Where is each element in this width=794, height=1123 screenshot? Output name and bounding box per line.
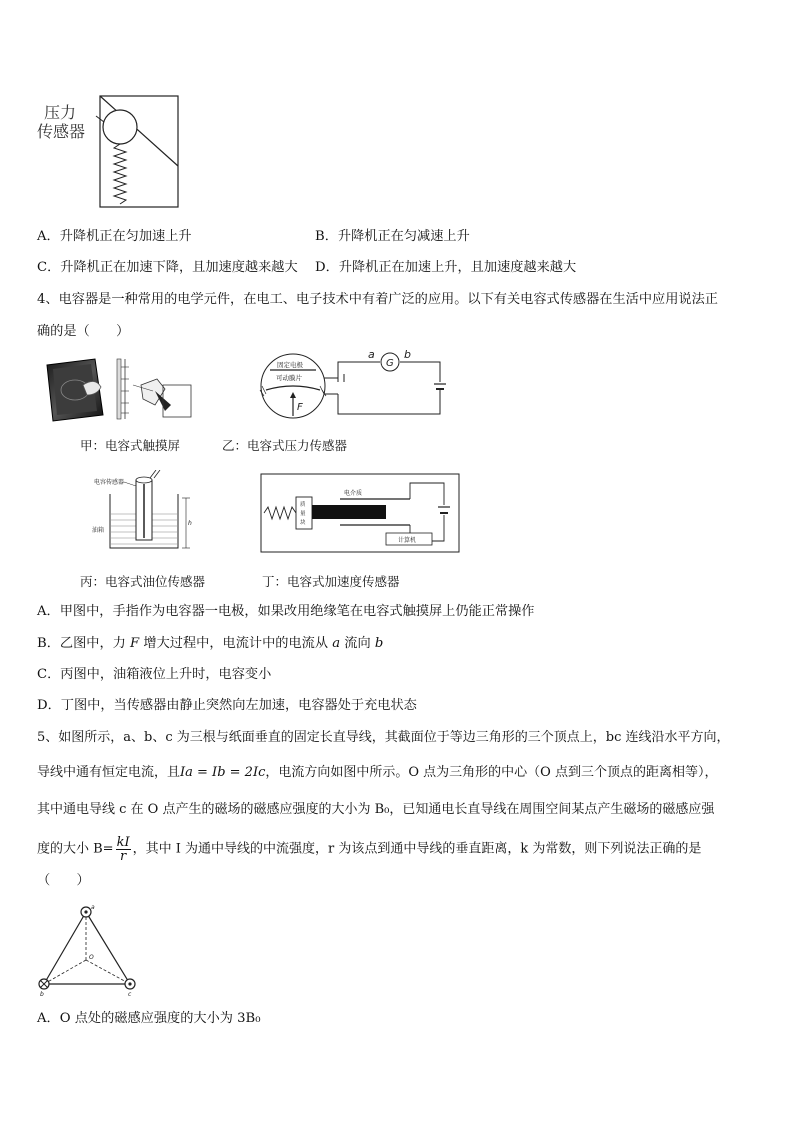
q5-line3: 其中通电导线 c 在 O 点产生的磁场的磁感应强度的大小为 B₀，已知通电长直导线在周围空间某点产生磁场的磁感应强: [37, 802, 715, 817]
q3-option-b: B．升降机正在匀减速上升: [315, 229, 470, 244]
q4-option-d: D．丁图中，当传感器由静止突然向左加速，电容器处于充电状态: [37, 698, 417, 713]
q5-fraction-denominator: r: [119, 849, 127, 864]
q3-option-d: D．升降机正在加速上升，且加速度越来越大: [315, 260, 577, 275]
q4-option-b-a: a: [332, 636, 341, 651]
q3-pressure-sensor-figure: [90, 94, 184, 210]
q4-option-a: A．甲图中，手指作为电容器一电极，如果改用绝缘笔在电容式触摸屏上仍能正常操作: [37, 604, 535, 619]
q5-line4: [37, 836, 701, 863]
q4-option-b-mid: 增大过程中，电流计中的电流从: [143, 636, 329, 651]
q4-bing-h-label: h: [188, 520, 192, 527]
q5-wire-b-in-icon: [39, 979, 49, 989]
q5-label-b: b: [40, 991, 44, 998]
q5-current-formula: Ia = Ib = 2Ic: [180, 765, 266, 780]
q4-ding-dielectric-label: 电介质: [344, 490, 363, 497]
q5-line1: 5、如图所示，a、b、c 为三根与纸面垂直的固定长直导线，其截面位于等边三角形的三个顶点上，bc 连线沿水平方向，: [37, 730, 730, 745]
q4-option-b-post: 流向: [344, 636, 371, 651]
q4-bing-sensor-label: 电容传感器: [94, 479, 125, 486]
q4-ding-computer-label: 计算机: [398, 537, 417, 544]
q4-option-b: [37, 635, 383, 653]
q4-ding-mass-label-3: 块: [300, 520, 306, 526]
q5-triangle-figure: [34, 902, 144, 998]
q5-fraction-numerator: kI: [116, 835, 130, 850]
q4-bing-tank-label: 油箱: [92, 527, 105, 534]
q4-yi-label-fixed-electrode: 固定电极: [277, 361, 303, 369]
q5-line5: （ ）: [37, 873, 90, 888]
q4-ding-mass-label-1: 质: [300, 502, 306, 508]
q5-line4-pre: 度的大小 B=: [37, 841, 114, 857]
q4-yi-force-label: F: [297, 402, 303, 413]
q4-caption-ding: 丁：电容式加速度传感器: [262, 574, 400, 589]
q4-yi-label-movable-membrane: 可动膜片: [276, 374, 302, 382]
q5-wire-c-out-icon: [125, 979, 135, 989]
q4-accelerometer-figure: [260, 473, 460, 553]
q5-line2-pre: 导线中通有恒定电流，且: [37, 765, 181, 780]
q4-yi-galvanometer-label: G: [386, 358, 394, 369]
q4-caption-bing: 丙：电容式油位传感器: [80, 574, 206, 589]
q4-pressure-sensor-figure: [258, 348, 458, 426]
q4-option-b-b: b: [374, 636, 384, 651]
q5-wire-a-out-icon: [81, 907, 91, 917]
q3-option-c: C．升降机正在加速下降，且加速度越来越大: [37, 260, 298, 275]
q4-yi-b-label: b: [404, 348, 411, 361]
q3-figure-label-line1: 压力: [44, 103, 77, 122]
q4-stem-line2: 确的是（ ）: [37, 324, 130, 339]
q5-line2-post: ，电流方向如图中所示。O 点为三角形的中心（O 点到三个顶点的距离相等），: [265, 765, 718, 780]
q5-line2: [37, 764, 717, 782]
q4-yi-a-label: a: [368, 348, 375, 361]
q3-figure-label-line2: 传感器: [37, 122, 86, 141]
q3-figure-label: [37, 103, 85, 141]
q5-label-a: a: [91, 904, 95, 911]
q4-option-b-pre: B．乙图中，力: [37, 636, 126, 651]
q4-option-c: C．丙图中，油箱液位上升时，电容变小: [37, 667, 272, 682]
q5-label-c: c: [128, 991, 132, 998]
q5-label-o: O: [89, 954, 94, 961]
q4-ding-mass-label-2: 量: [300, 511, 306, 517]
q4-caption-jia: 甲：电容式触摸屏: [80, 438, 181, 453]
q5-fraction: [116, 836, 131, 863]
q4-caption-yi: 乙：电容式压力传感器: [222, 438, 348, 453]
q3-option-a: A．升降机正在匀加速上升: [37, 229, 192, 244]
q5-line4-post: ，其中 I 为通中导线的中流强度，r 为该点到通中导线的垂直距离，k 为常数，则下列说法正确的是: [132, 841, 702, 857]
q4-option-b-f: F: [130, 636, 140, 651]
q4-stem-line1: 4、电容器是一种常用的电学元件，在电工、电子技术中有着广泛的应用。以下有关电容式传感器在生活中应用说法正: [37, 292, 718, 307]
q4-touchscreen-figure: [45, 355, 195, 425]
q4-oil-level-figure: [90, 470, 200, 552]
q5-option-a: A．O 点处的磁感应强度的大小为 3B₀: [37, 1011, 261, 1026]
